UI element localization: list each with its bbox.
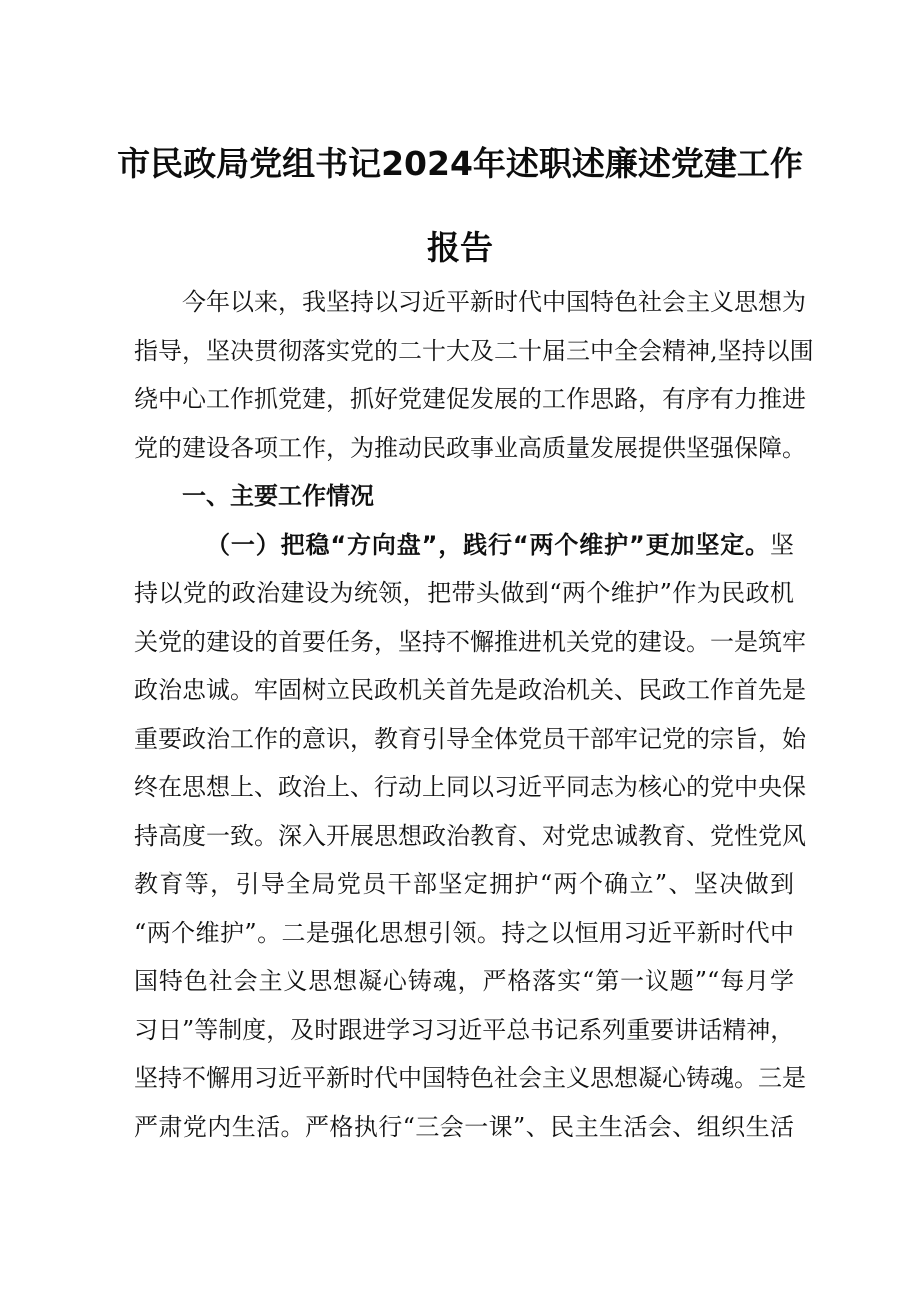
paragraph-line: 坚持不懈用习近平新时代中国特色社会主义思想凝心铸魂。三是 — [134, 1064, 806, 1092]
intro-line: 指导，坚决贯彻落实党的二十大及二十届三中全会精神,坚持以围 — [134, 336, 814, 365]
paragraph-line: 关党的建设的首要任务，坚持不懈推进机关党的建设。一是筑牢 — [134, 627, 806, 656]
paragraph-line: 终在思想上、政治上、行动上同以习近平同志为核心的党中央保 — [134, 773, 806, 801]
paragraph-line: 严肃党内生活。严格执行“三会一课”、民主生活会、组织生活 — [134, 1112, 794, 1141]
intro-line: 党的建设各项工作，为推动民政事业高质量发展提供坚强保障。 — [134, 433, 806, 462]
paragraph-line: 习日”等制度，及时跟进学习习近平总书记系列重要讲话精神， — [134, 1015, 795, 1044]
paragraph-line: “两个维护”。二是强化思想引领。持之以恒用习近平新时代中 — [134, 918, 794, 947]
section-heading: 一、主要工作情况 — [182, 482, 374, 510]
paragraph-line: 国特色社会主义思想凝心铸魂，严格落实“第一议题”“每月学 — [134, 967, 794, 995]
intro-line: 今年以来，我坚持以习近平新时代中国特色社会主义思想为 — [182, 288, 806, 316]
paragraph-line: 重要政治工作的意识，教育引导全体党员干部牢记党的宗旨，始 — [134, 724, 806, 753]
subsection-heading: （一）把稳“方向盘”，践行“两个维护”更加坚定。 — [206, 530, 770, 559]
document-body — [134, 278, 814, 1151]
document-title-line-2: 报告 — [427, 228, 493, 267]
paragraph-line: 教育等，引导全局党员干部坚定拥护“两个确立”、坚决做到 — [134, 870, 794, 898]
subsection-first-line — [134, 521, 794, 570]
document-title-line-1: 市民政局党组书记2024年述职述廉述党建工作 — [117, 144, 803, 183]
intro-line: 绕中心工作抓党建，抓好党建促发展的工作思路，有序有力推进 — [134, 385, 806, 413]
paragraph-line: 政治忠诚。牢固树立民政机关首先是政治机关、民政工作首先是 — [134, 676, 806, 704]
paragraph-line: 持高度一致。深入开展思想政治教育、对党忠诚教育、党性党风 — [134, 821, 806, 850]
paragraph-line: 持以党的政治建设为统领，把带头做到“两个维护”作为民政机 — [134, 579, 794, 607]
subsection-first-line-tail: 坚 — [770, 530, 794, 559]
